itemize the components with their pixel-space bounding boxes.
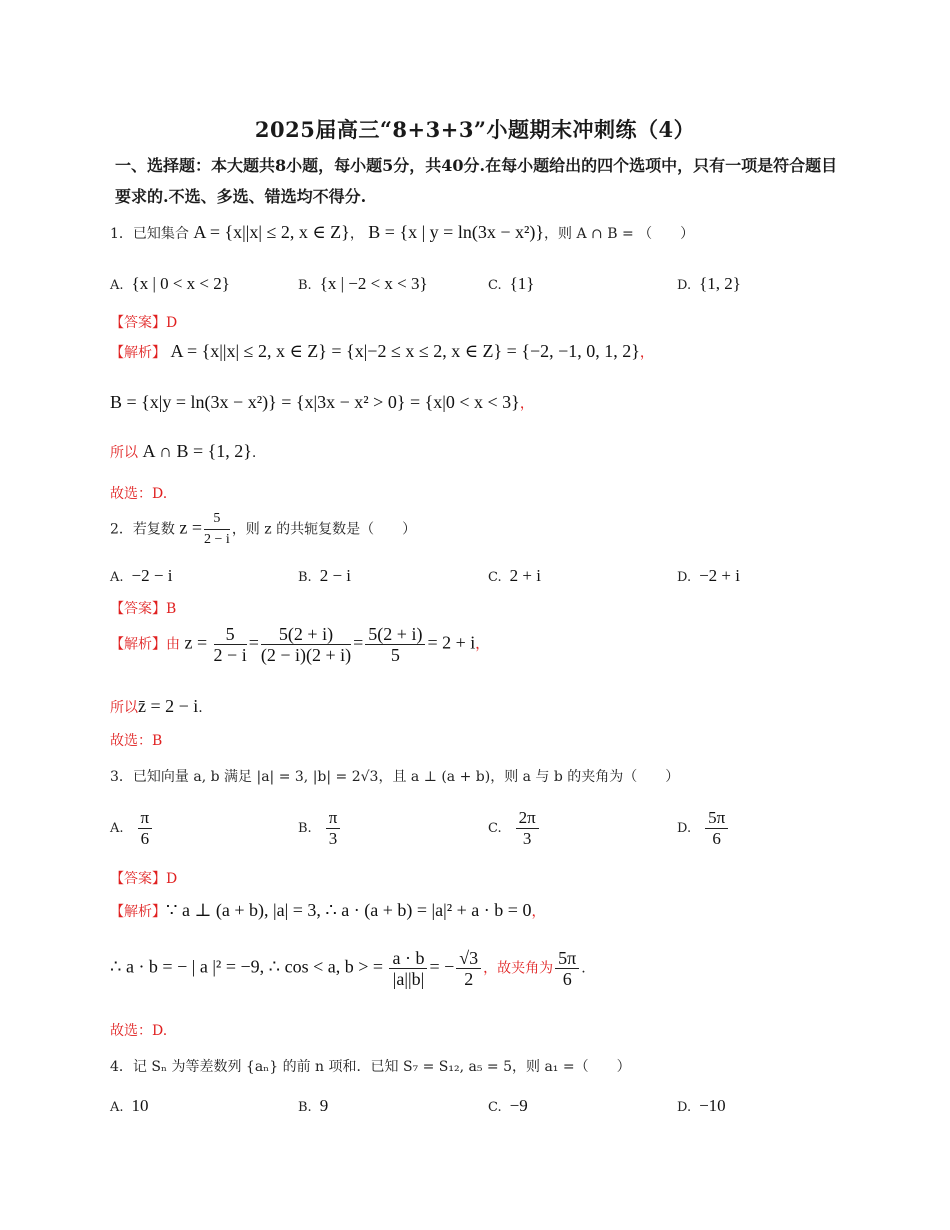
option-a: A. $\frac{\pi}{6}$ [110, 808, 154, 849]
option-b: B. 2 − i [298, 566, 351, 585]
option-a: A. 10 [110, 1096, 149, 1115]
question-2-stem: 2．若复数 z = $\frac{5}{2 - i}$ ，则 z 的共轭复数是（ ） [110, 509, 416, 550]
fraction: $\frac{2\pi}{3}$ [516, 808, 539, 849]
fraction: $\frac{5(2 + i)}{5}$ [365, 624, 425, 665]
section-heading: 一、选择题：本大题共8小题，每小题5分，共40分.在每小题给出的四个选项中，只有一项是符合题目要求的.不选、多选、错选均不得分. [115, 156, 838, 206]
fraction: $\frac{5\pi}{6}$ [705, 808, 728, 849]
conclusion-2: 所以z̄ = 2 − i. [110, 696, 203, 716]
option-c: C. $\frac{2\pi}{3}$ [488, 808, 541, 849]
conclusion-1: 所以 A ∩ B = {1, 2}. [110, 441, 257, 461]
choose-3: 故选：D. [110, 1023, 168, 1039]
answer-1: 【答案】D [110, 315, 178, 331]
set-a-expression: A = {x||x| ≤ 2, x ∈ Z} [193, 222, 350, 242]
fraction: $\frac{\pi}{6}$ [138, 808, 153, 849]
analysis-3-line-1: 【解析】∵ a ⊥ (a + b), |a| = 3, ∴ a · (a + b) = |a|² + a · b = 0， [110, 900, 546, 920]
analysis-3-line-2: ∴ a · b = − | a |² = −9, ∴ cos < a, b > = $\frac{a \cdot b}{|a||b|}$ = − $\frac{√3}{2}$ ，故夹角为 $\frac{5\pi}{6}$ . [110, 948, 586, 989]
question-stem-prefix: 已知集合 [132, 226, 189, 242]
answer-2: 【答案】B [110, 601, 177, 617]
option-c: C. 2 + i [488, 566, 541, 585]
page-title: 2025届高三“8+3+3”小题期末冲刺练（4） [254, 117, 696, 142]
choose-2: 故选：B [110, 733, 163, 749]
analysis-2: 【解析】由 z = $\frac{5}{2 - i}$ = $\frac{5(2 + i)}{(2 - i)(2 + i)}$ = $\frac{5(2 + i)}{5}$ = 2 + i， [110, 624, 490, 665]
fraction: $\frac{a \cdot b}{|a||b|}$ [389, 948, 427, 989]
fraction: $\frac{5\pi}{6}$ [555, 948, 579, 989]
fraction: $\frac{5}{2 - i}$ [213, 624, 247, 665]
fraction: $\frac{√3}{2}$ [456, 948, 481, 989]
fraction: $\frac{\pi}{3}$ [326, 808, 341, 849]
answer-3: 【答案】D [110, 871, 178, 887]
option-b: B. $\frac{\pi}{3}$ [298, 808, 342, 849]
option-a: A. {x | 0 < x < 2} [110, 274, 230, 293]
option-d: D. −2 + i [677, 566, 740, 585]
question-1-stem: 1．已知集合 A = {x||x| ≤ 2, x ∈ Z}， B = {x | y = ln(3x − x²)}，则 A ∩ B = （ ） [110, 222, 695, 242]
fraction: $\frac{5}{2 - i}$ [204, 511, 230, 547]
option-c: C. −9 [488, 1096, 528, 1115]
choose-1: 故选：D. [110, 486, 168, 502]
option-d: D. −10 [677, 1096, 726, 1115]
question-3-stem: 3．已知向量 a, b 满足 |a| = 3, |b| = 2√3，且 a ⊥ (a + b)，则 a 与 b 的夹角为（ ） [110, 769, 680, 785]
option-d: D. {1, 2} [677, 274, 741, 293]
set-b-expression: B = {x | y = ln(3x − x²)} [368, 222, 545, 242]
option-b: B. 9 [298, 1096, 329, 1115]
fraction: $\frac{5(2 + i)}{(2 - i)(2 + i)}$ [260, 624, 352, 665]
option-b: B. {x | −2 < x < 3} [298, 274, 428, 293]
option-c: C. {1} [488, 274, 535, 293]
option-a: A. −2 − i [110, 566, 173, 585]
option-d: D. $\frac{5\pi}{6}$ [677, 808, 730, 849]
question-number: 1． [110, 226, 133, 242]
analysis-1-line-2: B = {x|y = ln(3x − x²)} = {x|3x − x² > 0} = {x|0 < x < 3}， [110, 392, 534, 412]
question-stem-suffix: ，则 A ∩ B = （ ） [544, 226, 695, 242]
question-4-stem: 4．记 Sₙ 为等差数列 {aₙ} 的前 n 项和．已知 S₇ = S₁₂, a₅ = 5，则 a₁ =（ ） [110, 1059, 631, 1075]
analysis-1-line-1: 【解析】 A = {x||x| ≤ 2, x ∈ Z} = {x|−2 ≤ x ≤ 2, x ∈ Z} = {−2, −1, 0, 1, 2}， [110, 341, 654, 361]
